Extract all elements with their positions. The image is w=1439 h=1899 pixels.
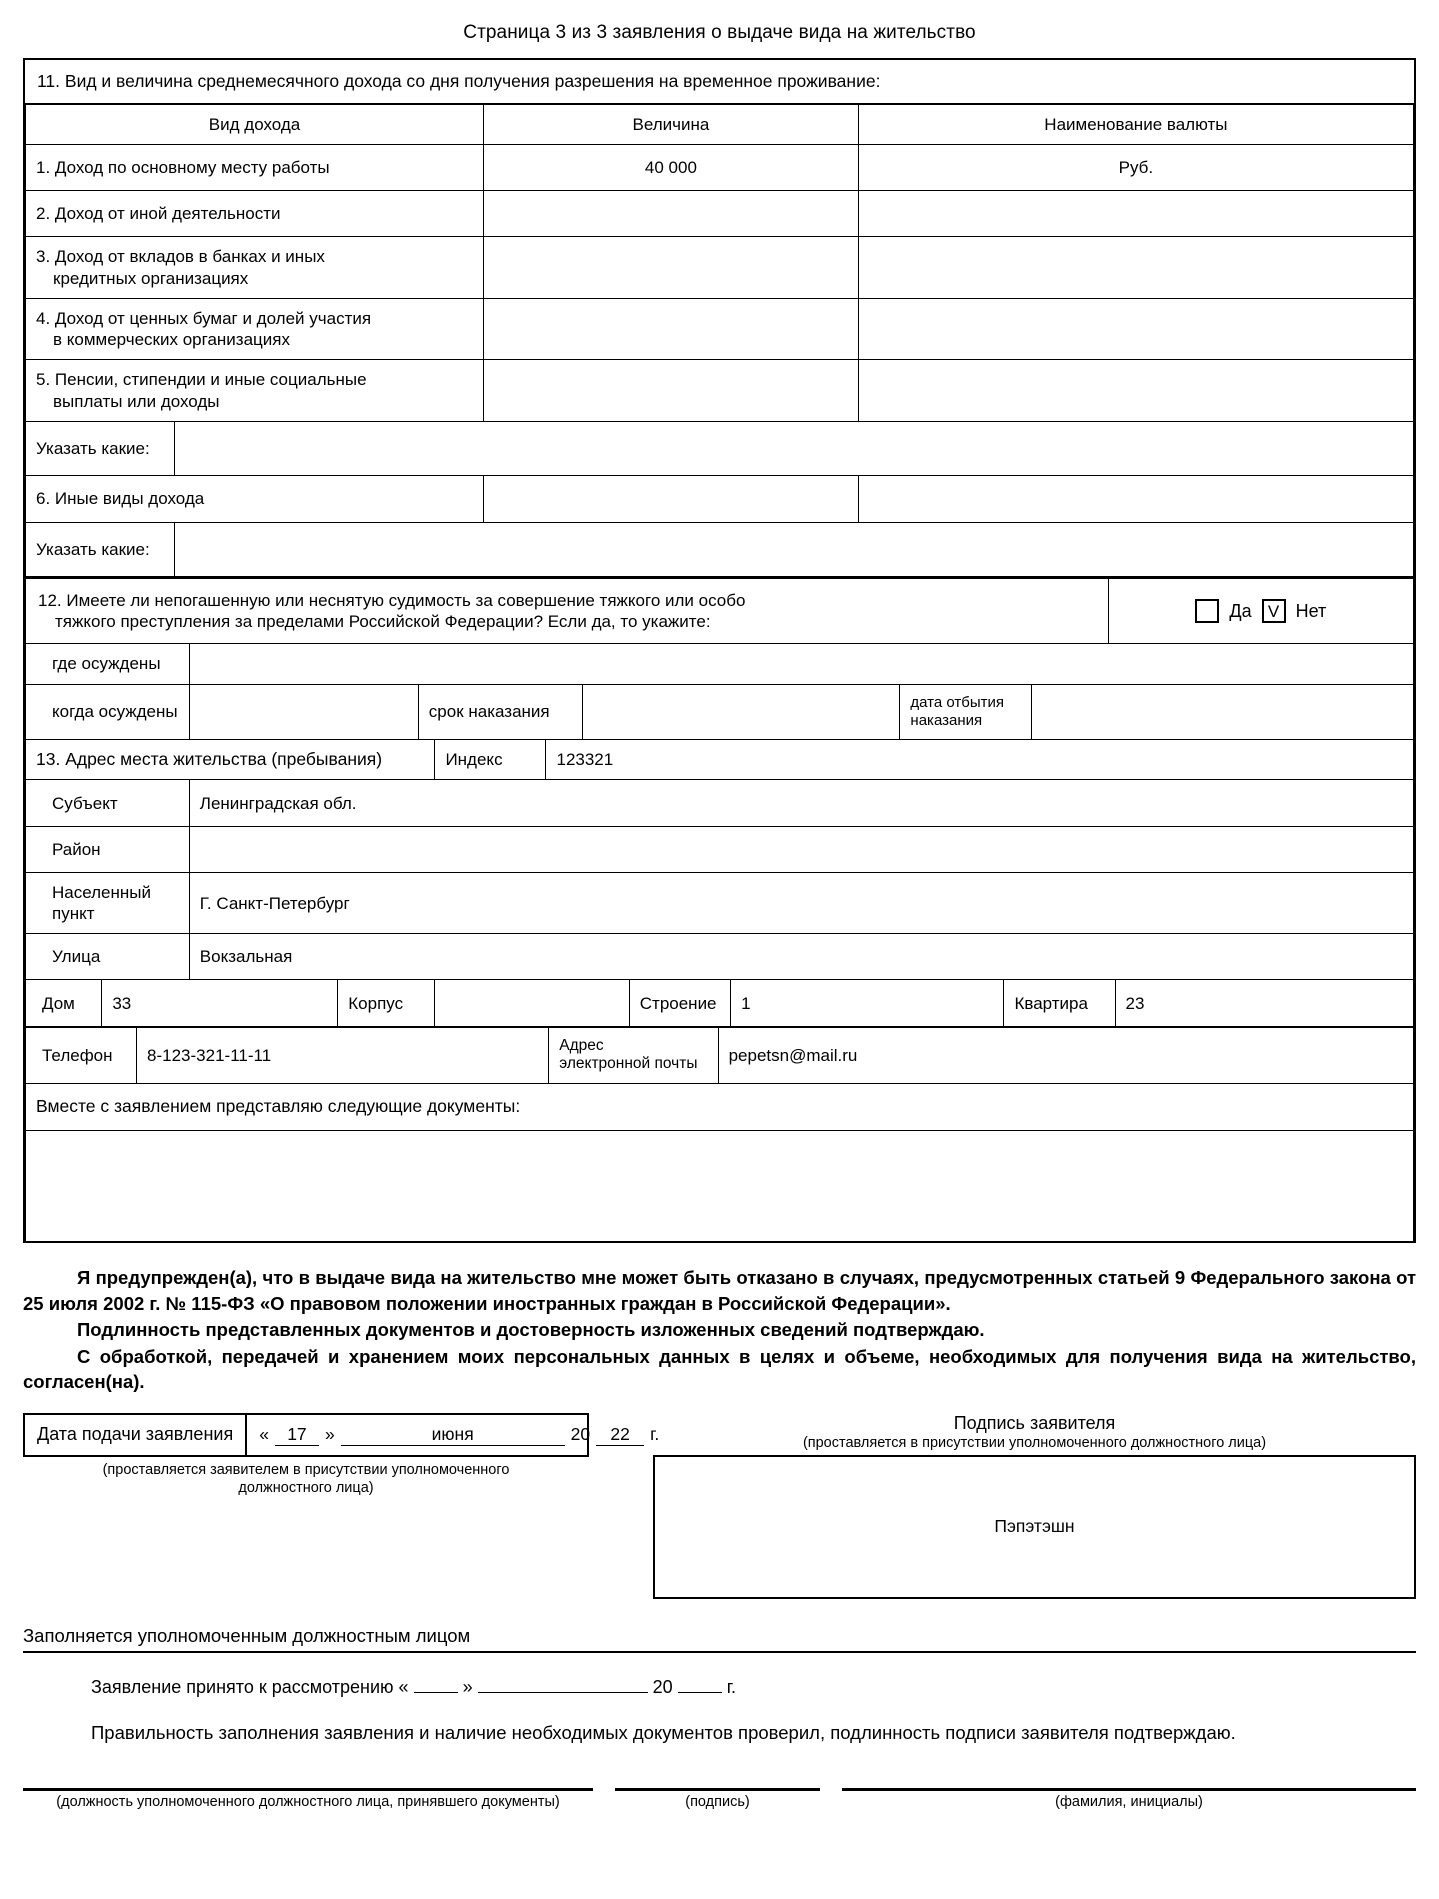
- income-amount-1[interactable]: 40 000: [484, 145, 859, 191]
- section-12-question: [26, 578, 1109, 644]
- table-row: [26, 1027, 1414, 1083]
- locality-label: [26, 872, 190, 934]
- conviction-when-value[interactable]: [189, 684, 418, 739]
- table-row: [26, 934, 1414, 980]
- declaration-block: [23, 1265, 1416, 1395]
- address-header-table: [25, 740, 1414, 781]
- table-row: [26, 780, 1414, 826]
- submission-date-caption-line2: должностного лица): [238, 1480, 374, 1497]
- documents-value[interactable]: [26, 1130, 1414, 1242]
- house-label: Дом: [26, 980, 102, 1026]
- conviction-details-table: [25, 644, 1414, 739]
- table-row: [26, 476, 1414, 522]
- income-table: [25, 104, 1414, 422]
- conviction-release-value[interactable]: [1032, 684, 1414, 739]
- street-label: Улица: [26, 934, 190, 980]
- accepted-year-prefix: 20: [652, 1676, 673, 1697]
- conviction-term-label: срок наказания: [418, 684, 582, 739]
- table-row: [26, 422, 1414, 476]
- official-use-section: [23, 1625, 1416, 1747]
- income-type-5-line2: выплаты или доходы: [53, 391, 220, 411]
- locality-label-line2: пункт: [52, 904, 95, 924]
- table-row: [26, 740, 1414, 780]
- accepted-quote-open: «: [398, 1676, 409, 1697]
- conviction-where-value[interactable]: [189, 644, 1413, 684]
- locality-label-line1: Населенный: [52, 882, 151, 902]
- conviction-release-label: [900, 684, 1032, 739]
- signature-box[interactable]: Пэпэтэшн: [653, 1455, 1416, 1599]
- specify-table-2: [25, 523, 1414, 578]
- checkbox-yes-label: Да: [1229, 600, 1252, 621]
- table-row: [26, 826, 1414, 872]
- specify-table-1: [25, 422, 1414, 477]
- submission-month[interactable]: июня: [341, 1424, 565, 1446]
- email-label-line1: Адрес: [559, 1036, 604, 1054]
- declaration-paragraph-2: Подлинность представленных документов и достоверность изложенных сведений подтверждаю.: [77, 1319, 985, 1341]
- submission-year[interactable]: 22: [596, 1424, 644, 1446]
- specify-value-1[interactable]: [174, 422, 1413, 476]
- signature-subtitle: (проставляется в присутствии уполномоченного должностного лица): [802, 1434, 1267, 1451]
- income-currency-5[interactable]: [858, 360, 1413, 422]
- table-row: [26, 145, 1414, 191]
- other-income-amount[interactable]: [484, 476, 859, 522]
- income-type-4-line2: в коммерческих организациях: [53, 330, 290, 349]
- income-amount-5[interactable]: [484, 360, 859, 422]
- column-header-income-type: Вид дохода: [26, 105, 484, 145]
- section-13-address: [23, 740, 1416, 1244]
- table-row: [26, 1130, 1414, 1242]
- email-label: [549, 1027, 718, 1083]
- income-amount-3[interactable]: [484, 237, 859, 299]
- email-value[interactable]: pepetsn@mail.ru: [718, 1027, 1413, 1083]
- quote-open: «: [259, 1424, 269, 1445]
- documents-label: Вместе с заявлением представляю следующие документы:: [26, 1084, 1414, 1130]
- checkbox-no-label: Нет: [1295, 600, 1327, 621]
- specify-label-1: Указать какие:: [26, 422, 175, 476]
- accepted-year-suffix: г.: [726, 1676, 737, 1697]
- subject-label: Субъект: [26, 780, 190, 826]
- apartment-value[interactable]: 23: [1115, 980, 1413, 1026]
- income-type-3: [26, 237, 484, 299]
- apartment-label: Квартира: [1004, 980, 1115, 1026]
- section-12-criminal-record: [23, 578, 1416, 740]
- table-row: [26, 578, 1414, 644]
- checkbox-no[interactable]: V: [1262, 599, 1286, 623]
- address-fields-table: [25, 780, 1414, 980]
- accepted-quote-close: »: [462, 1676, 473, 1697]
- section-12-question-line1: 12. Имеете ли непогашенную или неснятую судимость за совершение тяжкого или особо: [38, 590, 746, 610]
- page-title: Страница 3 из 3 заявления о выдаче вида на жительство: [463, 22, 976, 43]
- section-11-income: [23, 58, 1416, 578]
- submission-date-fields: [247, 1415, 671, 1455]
- income-currency-4[interactable]: [858, 298, 1413, 360]
- locality-value[interactable]: Г. Санкт-Петербург: [189, 872, 1413, 934]
- applicant-signature-column: [653, 1413, 1416, 1599]
- submission-date-caption-line1: (проставляется заявителем в присутствии уполномоченного: [102, 1461, 510, 1478]
- income-amount-2[interactable]: [484, 191, 859, 237]
- income-type-1: 1. Доход по основному месту работы: [26, 145, 484, 191]
- footer-name-field: [842, 1788, 1416, 1810]
- conviction-term-value[interactable]: [582, 684, 900, 739]
- declaration-paragraph-1: Я предупрежден(а), что в выдаче вида на жительство мне может быть отказано в случаях, предусмотренных статьей 9 Федерального закона от 25 июля 2002 г. № 115-ФЗ «О правовом положении иностранных граждан в Российской Федерации».: [23, 1267, 1416, 1314]
- footer-name-caption: (фамилия, инициалы): [1055, 1794, 1203, 1811]
- table-row: [26, 684, 1414, 739]
- checkbox-yes[interactable]: [1195, 599, 1219, 623]
- other-income-label: 6. Иные виды дохода: [26, 476, 484, 522]
- income-type-2: 2. Доход от иной деятельности: [26, 191, 484, 237]
- table-row: [26, 523, 1414, 577]
- table-row: [26, 980, 1414, 1026]
- specify-label-2: Указать какие:: [26, 523, 175, 577]
- income-amount-4[interactable]: [484, 298, 859, 360]
- conviction-release-label-line1: дата отбытия: [910, 693, 1005, 711]
- application-accepted-line: [23, 1675, 1416, 1698]
- income-currency-1[interactable]: Руб.: [858, 145, 1413, 191]
- section-13-title: 13. Адрес места жительства (пребывания): [26, 740, 435, 780]
- table-row: [26, 237, 1414, 299]
- income-table-header-row: [26, 105, 1414, 145]
- index-label: Индекс: [435, 740, 546, 780]
- official-heading: Заполняется уполномоченным должностным лицом: [23, 1625, 1416, 1653]
- subject-value[interactable]: Ленинградская обл.: [189, 780, 1413, 826]
- submission-date-box: [23, 1413, 660, 1457]
- submission-year-prefix: 20: [570, 1424, 591, 1445]
- footer-signature-caption: (подпись): [685, 1794, 750, 1811]
- section-11-title: 11. Вид и величина среднемесячного дохода со дня получения разрешения на временное проживание:: [25, 60, 1414, 104]
- income-type-5: [26, 360, 484, 422]
- submission-year-suffix: г.: [650, 1424, 660, 1445]
- footer-signature-field: [615, 1788, 820, 1810]
- accepted-day-blank[interactable]: [414, 1675, 458, 1693]
- income-currency-2[interactable]: [858, 191, 1413, 237]
- phone-value[interactable]: 8-123-321-11-11: [137, 1027, 549, 1083]
- building-label: Строение: [629, 980, 730, 1026]
- submission-date-label: Дата подачи заявления: [25, 1415, 247, 1455]
- documents-table: [25, 1084, 1414, 1243]
- accepted-month-blank[interactable]: [478, 1675, 648, 1693]
- district-value[interactable]: [189, 826, 1413, 872]
- official-footer-lines: [23, 1788, 1416, 1810]
- footer-position-field: [23, 1788, 593, 1810]
- submission-date-column: [23, 1413, 660, 1499]
- signature-title: Подпись заявителя: [953, 1412, 1116, 1433]
- submission-date-caption: [23, 1461, 589, 1499]
- index-value[interactable]: 123321: [546, 740, 1414, 780]
- criminal-record-answer-group: [1108, 578, 1413, 644]
- email-label-line2: электронной почты: [559, 1055, 698, 1073]
- house-details-table: [25, 980, 1414, 1027]
- table-row: [26, 1084, 1414, 1130]
- accepted-year-blank[interactable]: [678, 1675, 722, 1693]
- income-type-3-line2: кредитных организациях: [53, 268, 249, 288]
- table-row: [26, 191, 1414, 237]
- income-type-3-line1: 3. Доход от вкладов в банках и иных: [36, 247, 325, 267]
- declaration-paragraph-3: С обработкой, передачей и хранением моих персональных данных в целях и объеме, необходимых для получения вида на жительство, согласен(на).: [23, 1345, 1416, 1393]
- specify-value-2[interactable]: [174, 523, 1413, 577]
- building-value[interactable]: 1: [731, 980, 1004, 1026]
- table-row: [26, 644, 1414, 684]
- block-value[interactable]: [435, 980, 629, 1026]
- verification-text: Правильность заполнения заявления и наличие необходимых документов проверил, подлинность подписи заявителя подтверждаю.: [91, 1721, 1236, 1743]
- column-header-currency: Наименование валюты: [858, 105, 1413, 145]
- conviction-when-label: когда осуждены: [26, 684, 190, 739]
- other-income-table: [25, 476, 1414, 523]
- submission-signature-area: [23, 1413, 1416, 1599]
- conviction-where-label: где осуждены: [26, 644, 190, 684]
- column-header-amount: Величина: [484, 105, 859, 145]
- street-value[interactable]: Вокзальная: [189, 934, 1413, 980]
- submission-day[interactable]: 17: [275, 1424, 319, 1446]
- district-label: Район: [26, 826, 190, 872]
- table-row: [26, 298, 1414, 360]
- phone-label: Телефон: [26, 1027, 137, 1083]
- other-income-currency[interactable]: [858, 476, 1413, 522]
- quote-close: »: [324, 1424, 335, 1445]
- conviction-release-label-line2: наказания: [910, 711, 983, 729]
- footer-position-caption: (должность уполномоченного должностного лица, принявшего документы): [56, 1794, 560, 1811]
- income-type-4: [26, 298, 484, 360]
- income-type-5-line1: 5. Пенсии, стипендии и иные социальные: [36, 370, 367, 390]
- house-value[interactable]: 33: [102, 980, 338, 1026]
- table-row: [26, 360, 1414, 422]
- income-currency-3[interactable]: [858, 237, 1413, 299]
- income-type-4-line1: 4. Доход от ценных бумаг и долей участия: [36, 308, 372, 328]
- section-12-question-line2: тяжкого преступления за пределами Российской Федерации? Если да, то укажите:: [55, 612, 711, 631]
- block-label: Корпус: [338, 980, 435, 1026]
- criminal-question-table: [25, 578, 1414, 645]
- accepted-prefix: Заявление принято к рассмотрению: [91, 1676, 394, 1697]
- table-row: [26, 872, 1414, 934]
- contact-table: [25, 1027, 1414, 1084]
